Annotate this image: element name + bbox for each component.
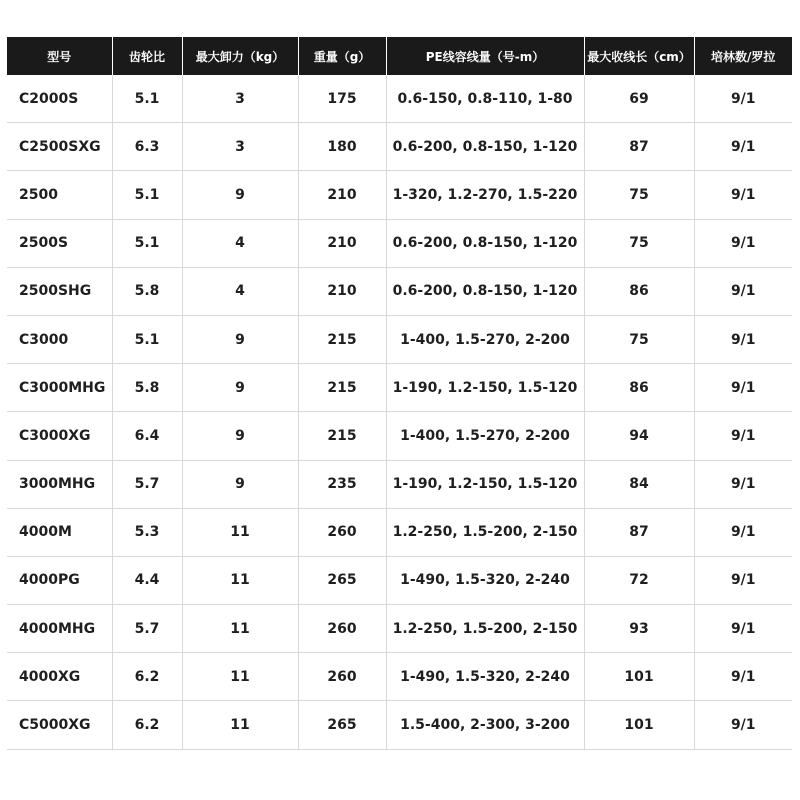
header-line-capacity: PE线容线量（号-m） [386,37,584,75]
cell-bearings: 9/1 [694,412,792,460]
cell-max-drag: 11 [182,508,298,556]
cell-max-drag: 4 [182,267,298,315]
cell-weight: 265 [298,701,386,749]
cell-bearings: 9/1 [694,653,792,701]
cell-max-drag: 9 [182,364,298,412]
cell-bearings: 9/1 [694,460,792,508]
cell-line-capacity: 1-400, 1.5-270, 2-200 [386,412,584,460]
cell-retrieve-length: 84 [584,460,694,508]
cell-model: C2000S [7,75,112,123]
cell-gear-ratio: 5.8 [112,267,182,315]
cell-bearings: 9/1 [694,701,792,749]
cell-retrieve-length: 75 [584,219,694,267]
cell-bearings: 9/1 [694,171,792,219]
cell-model: 2500SHG [7,267,112,315]
cell-bearings: 9/1 [694,267,792,315]
cell-retrieve-length: 101 [584,653,694,701]
cell-bearings: 9/1 [694,508,792,556]
table-row [7,412,792,460]
cell-max-drag: 9 [182,171,298,219]
cell-model: C3000 [7,315,112,363]
cell-retrieve-length: 101 [584,701,694,749]
cell-weight: 235 [298,460,386,508]
cell-gear-ratio: 5.1 [112,315,182,363]
table-row [7,171,792,219]
cell-retrieve-length: 93 [584,605,694,653]
table-row [7,556,792,604]
cell-retrieve-length: 86 [584,364,694,412]
cell-line-capacity: 0.6-200, 0.8-150, 1-120 [386,123,584,171]
cell-weight: 265 [298,556,386,604]
header-weight: 重量（g） [298,37,386,75]
header-row [7,37,792,75]
cell-gear-ratio: 4.4 [112,556,182,604]
cell-gear-ratio: 6.2 [112,653,182,701]
cell-weight: 180 [298,123,386,171]
cell-line-capacity: 1.2-250, 1.5-200, 2-150 [386,508,584,556]
cell-gear-ratio: 5.8 [112,364,182,412]
cell-line-capacity: 1.5-400, 2-300, 3-200 [386,701,584,749]
cell-retrieve-length: 72 [584,556,694,604]
cell-model: 3000MHG [7,460,112,508]
cell-max-drag: 9 [182,460,298,508]
cell-model: 4000MHG [7,605,112,653]
cell-retrieve-length: 86 [584,267,694,315]
cell-max-drag: 11 [182,556,298,604]
cell-gear-ratio: 5.1 [112,171,182,219]
cell-bearings: 9/1 [694,219,792,267]
cell-weight: 260 [298,653,386,701]
cell-model: 2500 [7,171,112,219]
cell-bearings: 9/1 [694,75,792,123]
cell-bearings: 9/1 [694,364,792,412]
cell-model: C2500SXG [7,123,112,171]
cell-max-drag: 3 [182,75,298,123]
header-model: 型号 [7,37,112,75]
cell-gear-ratio: 5.3 [112,508,182,556]
cell-model: C3000MHG [7,364,112,412]
cell-bearings: 9/1 [694,123,792,171]
cell-weight: 215 [298,364,386,412]
cell-line-capacity: 1-490, 1.5-320, 2-240 [386,556,584,604]
table-row [7,315,792,363]
cell-max-drag: 3 [182,123,298,171]
cell-gear-ratio: 5.1 [112,75,182,123]
cell-line-capacity: 1-190, 1.2-150, 1.5-120 [386,460,584,508]
cell-weight: 260 [298,508,386,556]
table-row [7,267,792,315]
cell-retrieve-length: 69 [584,75,694,123]
cell-retrieve-length: 94 [584,412,694,460]
cell-line-capacity: 1.2-250, 1.5-200, 2-150 [386,605,584,653]
cell-line-capacity: 0.6-150, 0.8-110, 1-80 [386,75,584,123]
table-body [7,75,792,749]
cell-max-drag: 11 [182,653,298,701]
cell-model: C3000XG [7,412,112,460]
cell-gear-ratio: 6.4 [112,412,182,460]
cell-weight: 215 [298,412,386,460]
cell-line-capacity: 1-490, 1.5-320, 2-240 [386,653,584,701]
table-row [7,653,792,701]
cell-line-capacity: 0.6-200, 0.8-150, 1-120 [386,267,584,315]
cell-retrieve-length: 87 [584,123,694,171]
cell-line-capacity: 0.6-200, 0.8-150, 1-120 [386,219,584,267]
cell-max-drag: 11 [182,605,298,653]
cell-retrieve-length: 75 [584,171,694,219]
table-row [7,75,792,123]
cell-retrieve-length: 87 [584,508,694,556]
cell-max-drag: 9 [182,412,298,460]
cell-model: 4000M [7,508,112,556]
cell-line-capacity: 1-320, 1.2-270, 1.5-220 [386,171,584,219]
cell-model: C5000XG [7,701,112,749]
cell-max-drag: 9 [182,315,298,363]
cell-gear-ratio: 5.7 [112,605,182,653]
cell-bearings: 9/1 [694,315,792,363]
table-row [7,123,792,171]
cell-weight: 175 [298,75,386,123]
table-row [7,219,792,267]
cell-line-capacity: 1-400, 1.5-270, 2-200 [386,315,584,363]
cell-bearings: 9/1 [694,556,792,604]
header-retrieve-length: 最大收线长（cm） [584,37,694,75]
header-gear-ratio: 齿轮比 [112,37,182,75]
cell-gear-ratio: 5.7 [112,460,182,508]
cell-weight: 260 [298,605,386,653]
cell-weight: 210 [298,267,386,315]
header-max-drag: 最大卸力（kg） [182,37,298,75]
table-row [7,605,792,653]
cell-weight: 210 [298,219,386,267]
table-row [7,364,792,412]
cell-weight: 210 [298,171,386,219]
cell-max-drag: 4 [182,219,298,267]
cell-gear-ratio: 6.2 [112,701,182,749]
cell-model: 4000PG [7,556,112,604]
cell-line-capacity: 1-190, 1.2-150, 1.5-120 [386,364,584,412]
cell-model: 2500S [7,219,112,267]
cell-retrieve-length: 75 [584,315,694,363]
cell-gear-ratio: 6.3 [112,123,182,171]
cell-max-drag: 11 [182,701,298,749]
cell-gear-ratio: 5.1 [112,219,182,267]
cell-weight: 215 [298,315,386,363]
cell-bearings: 9/1 [694,605,792,653]
header-bearings: 培林数/罗拉 [694,37,792,75]
spec-table [7,37,792,750]
cell-model: 4000XG [7,653,112,701]
table-row [7,508,792,556]
table-row [7,701,792,749]
table-row [7,460,792,508]
